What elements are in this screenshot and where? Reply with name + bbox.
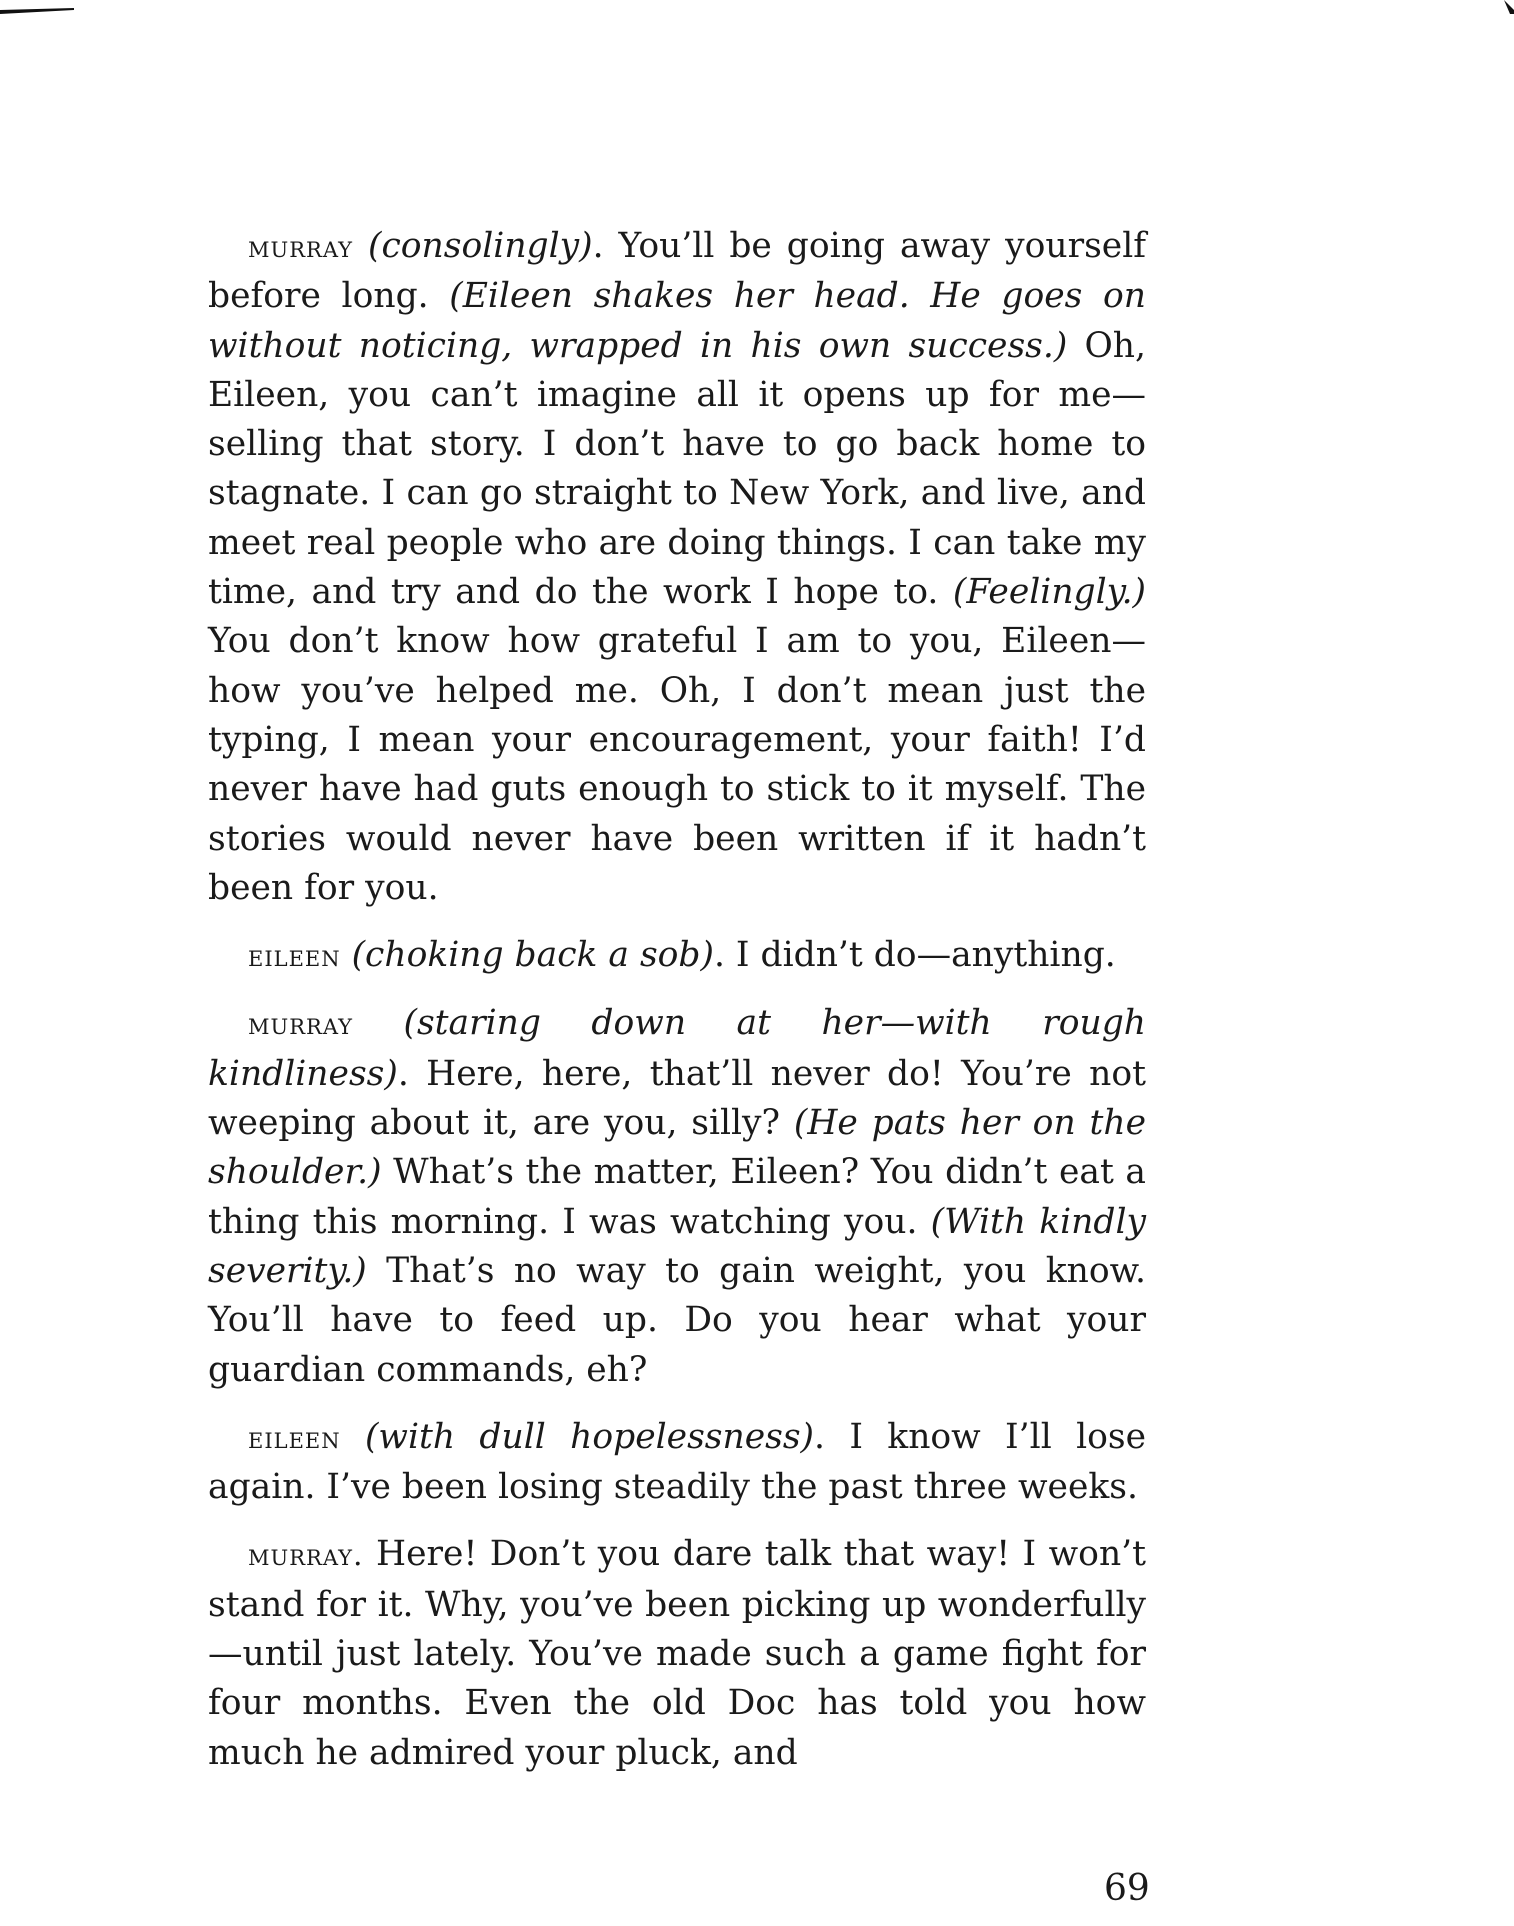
stage-direction: (staring down at her—with rough kindliness) <box>208 1003 1146 1094</box>
paragraph-murray-1 <box>208 222 1146 913</box>
stage-direction: (He pats her on the shoulder.) <box>208 1103 1147 1193</box>
stage-direction: (choking back a sob) <box>351 935 714 976</box>
dialogue: . You’ll be going away yourself before long. <box>208 226 1147 317</box>
stage-direction: (With kindly severity.) <box>208 1201 1147 1291</box>
dialogue: You don’t know how grateful I am to you, Eileen—how you’ve helped me. Oh, I don’t mean just the typing, I mean your encouragement, your faith! I’d never have had guts enough to stick to it myself. The stories would never have been written if it hadn’t been for you. <box>208 621 1146 908</box>
stage-direction: (Eileen shakes her head. He goes on without noticing, wrapped in his own success.) <box>208 276 1146 366</box>
speaker-name: eileen <box>248 939 341 975</box>
scan-corner-mark <box>1500 0 1514 14</box>
dialogue: . I didn’t do—anything. <box>713 935 1116 976</box>
paragraph-murray-2 <box>208 999 1146 1394</box>
dialogue: . I know I’ll lose again. I’ve been losing steadily the past three weeks. <box>208 1416 1146 1508</box>
stage-direction: (consolingly) <box>368 226 593 266</box>
page-body <box>208 222 1146 1796</box>
speaker-name: murray. <box>248 1538 364 1574</box>
stage-direction: (with dull hopelessness) <box>364 1416 814 1457</box>
dialogue: Here! Don’t you dare talk that way! I won’t stand for it. Why, you’ve been picking up wonderfully—until just lately. You’ve made such a game fight for four months. Even the old Doc has told you how much he admired your pluck, and <box>208 1534 1146 1773</box>
speaker-name: murray <box>248 1007 354 1043</box>
paragraph-murray-3 <box>208 1530 1146 1777</box>
dialogue: Oh, Eileen, you can’t imagine all it opens up for me—selling that story. I don’t have to go back home to stagnate. I can go straight to New York, and live, and meet real people who are doing things. I can take my time, and try and do the work I hope to. <box>208 325 1146 613</box>
dialogue: . Here, here, that’ll never do! You’re not weeping about it, are you, silly? <box>208 1053 1146 1144</box>
dialogue: That’s no way to gain weight, you know. You’ll have to feed up. Do you hear what your guardian commands, eh? <box>208 1250 1146 1390</box>
scan-edge-mark <box>0 6 74 16</box>
dialogue: What’s the matter, Eileen? You didn’t eat a thing this morning. I was watching you. <box>208 1152 1146 1242</box>
stage-direction: (Feelingly.) <box>952 572 1146 613</box>
paragraph-eileen-2 <box>208 1413 1146 1513</box>
speaker-name: murray <box>248 230 354 265</box>
speaker-name: eileen <box>248 1420 341 1456</box>
paragraph-eileen-1 <box>208 931 1146 981</box>
page-number: 69 <box>1104 1868 1150 1909</box>
